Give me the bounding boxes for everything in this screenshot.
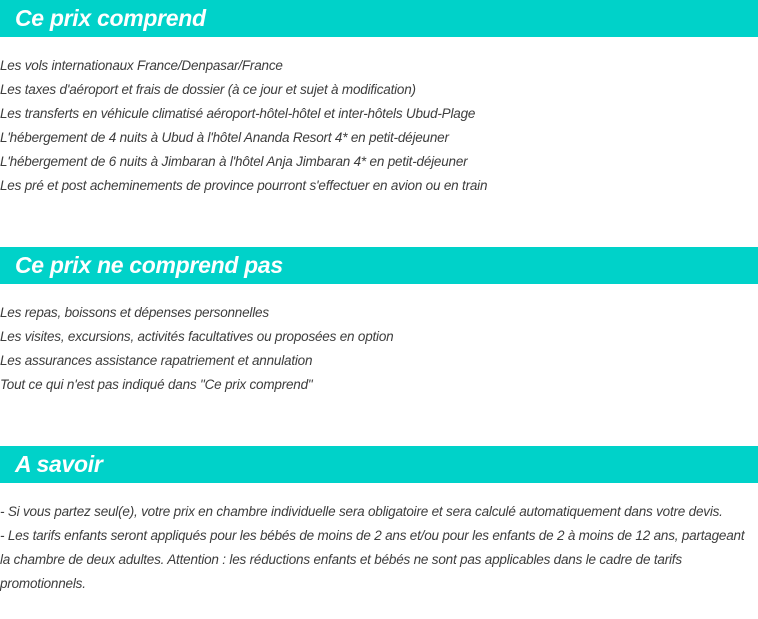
section-title: Ce prix comprend	[15, 5, 206, 31]
section-title: Ce prix ne comprend pas	[15, 252, 283, 278]
list-item: Tout ce qui n'est pas indiqué dans "Ce prix comprend"	[0, 377, 313, 392]
section-header-not-included	[0, 247, 758, 284]
list-item: Les assurances assistance rapatriement et annulation	[0, 353, 313, 368]
list-item: Les taxes d'aéroport et frais de dossier (à ce jour et sujet à modification)	[0, 82, 416, 97]
not-included-list	[0, 301, 758, 397]
list-item: Les visites, excursions, activités facultatives ou proposées en option	[0, 329, 394, 344]
section-header-included	[0, 0, 758, 37]
section-title: A savoir	[15, 451, 103, 477]
list-item: Les transferts en véhicule climatisé aéroport-hôtel-hôtel et inter-hôtels Ubud-Plage	[0, 106, 476, 121]
list-item: Les repas, boissons et dépenses personnelles	[0, 305, 269, 320]
note-paragraph: - Les tarifs enfants seront appliqués pour les bébés de moins de 2 ans et/ou pour les enfants de 2 à moins de 12 ans, partageant la chambre de deux adultes. Attention : les réductions enfants et bébés ne sont pas applicables dans le cadre de tarifs promotionnels.	[0, 528, 745, 591]
list-item: L'hébergement de 6 nuits à Jimbaran à l'hôtel Anja Jimbaran 4* en petit-déjeuner	[0, 154, 468, 169]
included-list	[0, 54, 758, 198]
good-to-know-text	[0, 500, 752, 596]
list-item: Les pré et post acheminements de province pourront s'effectuer en avion ou en train	[0, 178, 488, 193]
list-item: L'hébergement de 4 nuits à Ubud à l'hôtel Ananda Resort 4* en petit-déjeuner	[0, 130, 449, 145]
section-header-good-to-know	[0, 446, 758, 483]
list-item: Les vols internationaux France/Denpasar/France	[0, 58, 283, 73]
note-paragraph: - Si vous partez seul(e), votre prix en chambre individuelle sera obligatoire et sera calculé automatiquement dans votre devis.	[0, 504, 723, 519]
